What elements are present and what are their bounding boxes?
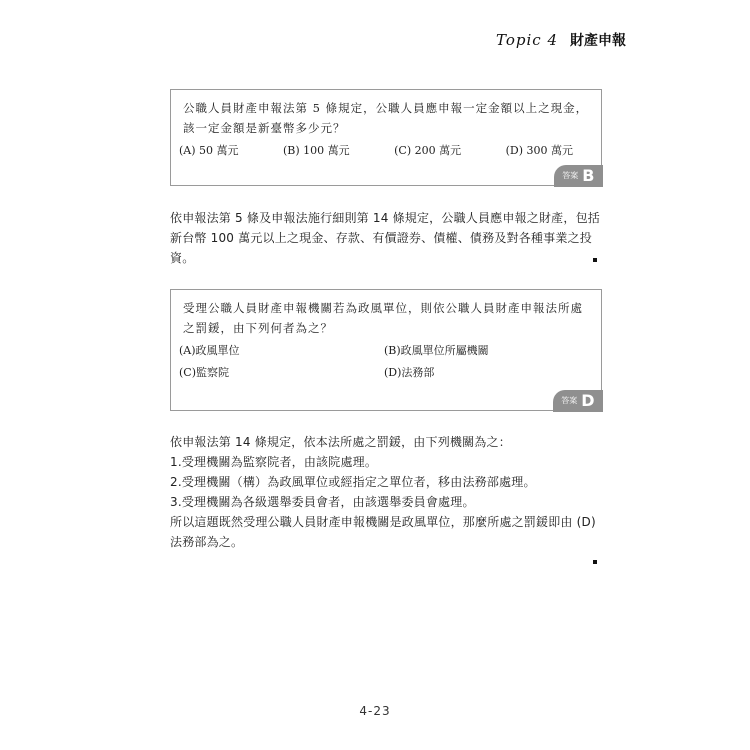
option-b: (B) 100 萬元 (283, 144, 350, 157)
explanation-intro: 依申報法第 14 條規定，依本法所處之罰鍰，由下列機關為之： (170, 435, 511, 449)
option-c: (C) 200 萬元 (394, 144, 462, 157)
option-b: (B)政風單位所屬機關 (384, 344, 489, 357)
option-a: (A) 50 萬元 (179, 144, 239, 157)
page-number: 4-23 (359, 704, 391, 718)
answer-badge-1 (554, 165, 602, 187)
question-box-1 (170, 89, 602, 186)
answer-badge-2 (553, 390, 602, 412)
end-mark-1 (593, 258, 597, 262)
question-box-2 (170, 289, 602, 411)
answer-label: 答案 (561, 396, 578, 405)
option-d: (D)法務部 (384, 366, 435, 379)
options-1 (171, 142, 601, 166)
topic-label: Topic 4 (496, 31, 558, 49)
answer-label: 答案 (562, 171, 579, 180)
option-c: (C)監察院 (179, 366, 229, 379)
end-mark-2 (593, 560, 597, 564)
explanation-conclusion: 所以這題既然受理公職人員財產申報機關是政風單位，那麼所處之罰鍰即由 (D) 法務部為之。 (170, 515, 596, 549)
question-text-1: 公職人員財產申報法第 5 條規定，公職人員應申報一定金額以上之現金，該一定金額是新臺幣多少元？ (183, 101, 589, 135)
option-a: (A)政風單位 (179, 344, 240, 357)
explanation-item-1: 1.受理機關為監察院者，由該院處理。 (170, 455, 378, 469)
question-text-2: 受理公職人員財產申報機關若為政風單位，則依公職人員財產申報法所處之罰鍰，由下列何者為之？ (183, 301, 583, 335)
explanation-item-3: 3.受理機關為各級選舉委員會者，由該選舉委員會處理。 (170, 495, 475, 509)
options-2 (171, 342, 601, 388)
page-header (496, 30, 626, 50)
answer-letter: D (581, 391, 595, 410)
section-title: 財產申報 (570, 33, 626, 49)
explanation-item-2: 2.受理機關（構）為政風單位或經指定之單位者，移由法務部處理。 (170, 475, 536, 489)
explanation-2 (170, 432, 610, 552)
answer-letter: B (582, 166, 595, 185)
explanation-1: 依申報法第 5 條及申報法施行細則第 14 條規定，公職人員應申報之財產，包括新台幣 100 萬元以上之現金、存款、有價證券、債權、債務及對各種事業之投資。 (170, 211, 600, 265)
option-d: (D) 300 萬元 (505, 144, 573, 157)
